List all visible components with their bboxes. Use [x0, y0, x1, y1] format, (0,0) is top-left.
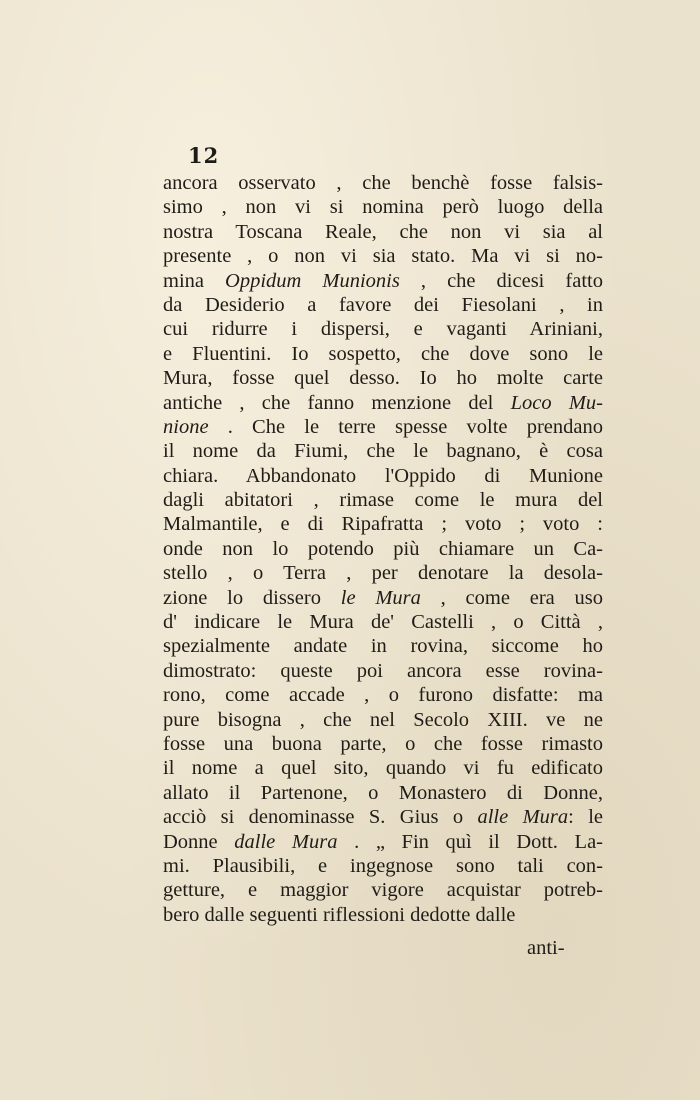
italic-text: dalle Mura: [234, 830, 338, 853]
text-line: Donne dalle Mura . „ Fin quì il Dott. La-: [163, 830, 603, 853]
text-line: da Desiderio a favore dei Fiesolani , in: [163, 293, 603, 316]
text-line: rono, come accade , o furono disfatte: ma: [163, 684, 603, 707]
catchword: anti-: [527, 937, 565, 959]
text-line: zione lo dissero le Mura , come era uso: [163, 586, 603, 609]
text-line: simo , non vi si nomina però luogo della: [163, 196, 603, 219]
text-line: presente , o non vi sia stato. Ma vi si no-: [163, 245, 603, 268]
italic-text: Oppidum Munionis: [225, 269, 400, 292]
text-line: onde non lo potendo più chiamare un Ca-: [163, 537, 603, 560]
text-line: pure bisogna , che nel Secolo XIII. ve ne: [163, 708, 603, 731]
text-line: mi. Plausibili, e ingegnose sono tali con-: [163, 854, 603, 877]
italic-text: nione: [163, 415, 209, 438]
text-line: bero dalle seguenti riflessioni dedotte dalle: [163, 903, 516, 926]
text-line: dimostrato: queste poi ancora esse rovina-: [163, 659, 603, 682]
body-text: [163, 171, 603, 927]
text-line: cui ridurre i dispersi, e vaganti Ariniani,: [163, 318, 603, 341]
text-line: e Fluentini. Io sospetto, che dove sono le: [163, 342, 603, 365]
text-line: spezialmente andate in rovina, siccome ho: [163, 635, 603, 658]
text-line: ancora osservato , che benchè fosse falsis-: [163, 172, 603, 194]
text-line: il nome a quel sito, quando vi fu edificato: [163, 757, 603, 780]
text-line: fosse una buona parte, o che fosse rimasto: [163, 732, 603, 755]
text-line: d' indicare le Mura de' Castelli , o Città ,: [163, 611, 603, 634]
text-line: nostra Toscana Reale, che non vi sia al: [163, 220, 603, 243]
text-line: Malmantile, e di Ripafratta ; voto ; voto :: [163, 513, 603, 536]
text-line: stello , o Terra , per denotare la desola-: [163, 562, 603, 585]
text-line: il nome da Fiumi, che le bagnano, è cosa: [163, 440, 603, 463]
italic-text: Loco Mu-: [510, 391, 604, 414]
italic-text: le Mura: [340, 586, 421, 609]
italic-text: alle Mura: [477, 806, 569, 829]
text-line: mina Oppidum Munionis , che dicesi fatto: [163, 269, 603, 292]
text-line: antiche , che fanno menzione del Loco Mu-: [163, 391, 604, 414]
text-line: dagli abitatori , rimase come le mura del: [163, 489, 603, 512]
text-line: nione . Che le terre spesse volte prendano: [163, 415, 603, 438]
page-number: 12: [188, 143, 220, 168]
text-line: getture, e maggior vigore acquistar potreb-: [163, 879, 603, 902]
text-line: acciò si denominasse S. Gius o alle Mura: le: [163, 806, 603, 829]
text-line: Mura, fosse quel desso. Io ho molte carte: [163, 367, 603, 390]
text-line: chiara. Abbandonato l'Oppido di Munione: [163, 464, 603, 487]
text-line: allato il Partenone, o Monastero di Donne,: [163, 781, 603, 804]
